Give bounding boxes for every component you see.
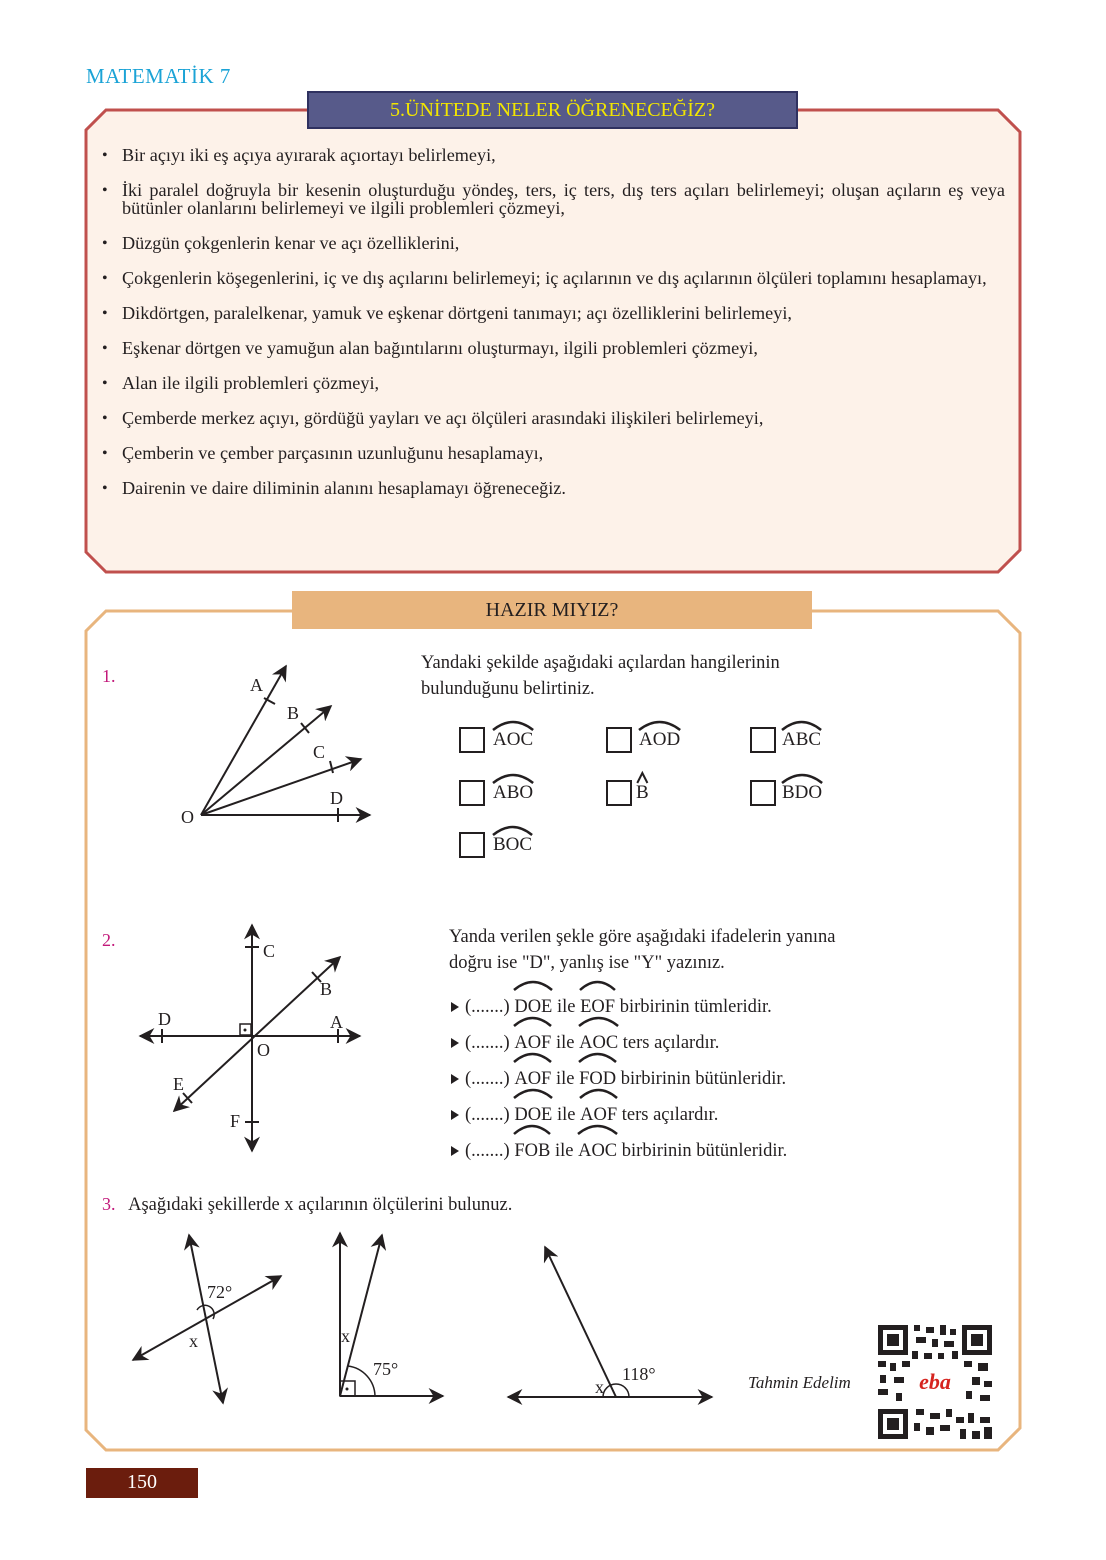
option-checkbox-b[interactable] (606, 780, 632, 806)
question-3-figure-3 (500, 1235, 725, 1410)
question-1-text-line: bulunduğunu belirtiniz. (421, 679, 595, 699)
option-label-abo: ABO (493, 782, 533, 804)
answer-blank[interactable]: (.......) (465, 1105, 510, 1125)
arrow-bullet-icon (451, 1038, 459, 1048)
goal-item: • Dikdörtgen, paralelkenar, yamuk ve eşkenar dörtgeni tanımayı; açı özelliklerini belirlemeyi, (100, 304, 1005, 322)
arrow-bullet-icon (451, 1002, 459, 1012)
question-1-text-line: Yandaki şekilde aşağıdaki açılardan hangilerinin (421, 653, 780, 673)
arrow-bullet-icon (451, 1110, 459, 1120)
question-2-text (449, 924, 835, 976)
option-checkbox-boc[interactable] (459, 832, 485, 858)
statement-item: (.......) AOF ile AOC ters açılardır. (451, 1025, 787, 1061)
goal-item: • İki paralel doğruyla bir kesenin oluşturduğu yöndeş, ters, iç ters, dış ters açıları belirlemeyi; oluşan açıların eş veya bütünler olanlarını belirlemeyi ve ilgili problemleri çözmeyi, (100, 181, 1005, 217)
figure-label-b: B (320, 979, 333, 999)
option-checkbox-aoc[interactable] (459, 727, 485, 753)
arrow-bullet-icon (451, 1074, 459, 1084)
figure-x-label: x (189, 1331, 198, 1351)
figure-angle-label: 75° (373, 1359, 399, 1379)
figure-x-label: x (341, 1326, 350, 1346)
statement-item: (.......) AOF ile FOD birbirinin bütünleridir. (451, 1061, 787, 1097)
question-2-number: 2. (102, 930, 116, 950)
question-1-number: 1. (102, 666, 116, 686)
goal-item: • Dairenin ve daire diliminin alanını hesaplamayı öğreneceğiz. (100, 479, 1005, 497)
figure-angle-label: 118° (622, 1364, 656, 1384)
ready-section-title: HAZIR MIYIZ? (292, 591, 812, 629)
figure-x-label: x (595, 1377, 604, 1397)
option-checkbox-aod[interactable] (606, 727, 632, 753)
figure-label-o: O (257, 1040, 270, 1060)
question-3-figure-2 (320, 1225, 455, 1410)
question-3-number: 3. (102, 1194, 116, 1214)
statement-list (451, 989, 787, 1169)
page-header-title: MATEMATİK 7 (86, 64, 231, 88)
figure-label-d: D (330, 788, 343, 808)
option-label-boc: BOC (493, 834, 532, 856)
goal-item: • Bir açıyı iki eş açıya ayırarak açıortayı belirlemeyi, (100, 146, 1005, 164)
option-label-aoc: AOC (493, 729, 533, 751)
option-label-bdo: BDO (782, 782, 822, 804)
figure-angle-label: 72° (207, 1282, 233, 1302)
goals-list (100, 146, 1005, 514)
option-label-b: B (636, 782, 649, 804)
figure-label-c: C (263, 941, 276, 961)
question-2-text-line: Yanda verilen şekle göre aşağıdaki ifadelerin yanına (449, 927, 836, 947)
option-label-abc: ABC (782, 729, 821, 751)
question-1-figure (170, 655, 390, 830)
question-1-text (421, 650, 780, 702)
goal-item: • Çemberde merkez açıyı, gördüğü yayları ve açı ölçüleri arasındaki ilişkileri belirlemeyi, (100, 409, 1005, 427)
goal-item: • Çemberin ve çember parçasının uzunluğunu hesaplamayı, (100, 444, 1005, 462)
option-checkbox-bdo[interactable] (750, 780, 776, 806)
page-number: 150 (86, 1468, 198, 1498)
arrow-bullet-icon (451, 1146, 459, 1156)
question-3 (102, 1191, 512, 1218)
goal-item: • Düzgün çokgenlerin kenar ve açı özelliklerini, (100, 234, 1005, 252)
figure-label-o: O (181, 807, 194, 827)
question-3-text: Aşağıdaki şekillerde x açılarının ölçülerini bulunuz. (128, 1195, 513, 1215)
eba-logo-text: eba (919, 1369, 951, 1394)
question-2-figure (130, 915, 370, 1160)
answer-blank[interactable]: (.......) (465, 1141, 510, 1161)
goals-section-title: 5.ÜNİTEDE NELER ÖĞRENECEĞİZ? (307, 91, 798, 129)
figure-label-a: A (330, 1012, 343, 1032)
figure-label-f: F (230, 1111, 241, 1131)
answer-blank[interactable]: (.......) (465, 997, 510, 1017)
eba-qr-code-icon[interactable] (876, 1323, 994, 1441)
figure-label-a: A (250, 675, 263, 695)
question-3-figure-1 (125, 1225, 295, 1415)
statement-item: (.......) FOB ile AOC birbirinin bütünleridir. (451, 1133, 787, 1169)
option-label-aod: AOD (639, 729, 680, 751)
question-2-text-line: doğru ise "D", yanlış ise "Y" yazınız. (449, 953, 725, 973)
goal-item: • Çokgenlerin köşegenlerini, iç ve dış açılarını belirlemeyi; iç açılarının ve dış açılarının ölçüleri toplamını hesaplamayı, (100, 269, 1005, 287)
option-checkbox-abc[interactable] (750, 727, 776, 753)
figure-label-b: B (287, 703, 300, 723)
figure-label-e: E (173, 1074, 184, 1094)
statement-item: (.......) DOE ile AOF ters açılardır. (451, 1097, 787, 1133)
goal-item: • Eşkenar dörtgen ve yamuğun alan bağıntılarını oluşturmayı, ilgili problemleri çözmeyi, (100, 339, 1005, 357)
option-checkbox-abo[interactable] (459, 780, 485, 806)
answer-blank[interactable]: (.......) (465, 1069, 510, 1089)
answer-blank[interactable]: (.......) (465, 1033, 510, 1053)
goal-item: • Alan ile ilgili problemleri çözmeyi, (100, 374, 1005, 392)
statement-item: (.......) DOE ile EOF birbirinin tümleridir. (451, 989, 787, 1025)
figure-label-c: C (313, 742, 326, 762)
eba-tahmin-label: Tahmin Edelim (748, 1373, 851, 1392)
figure-label-d: D (158, 1009, 171, 1029)
